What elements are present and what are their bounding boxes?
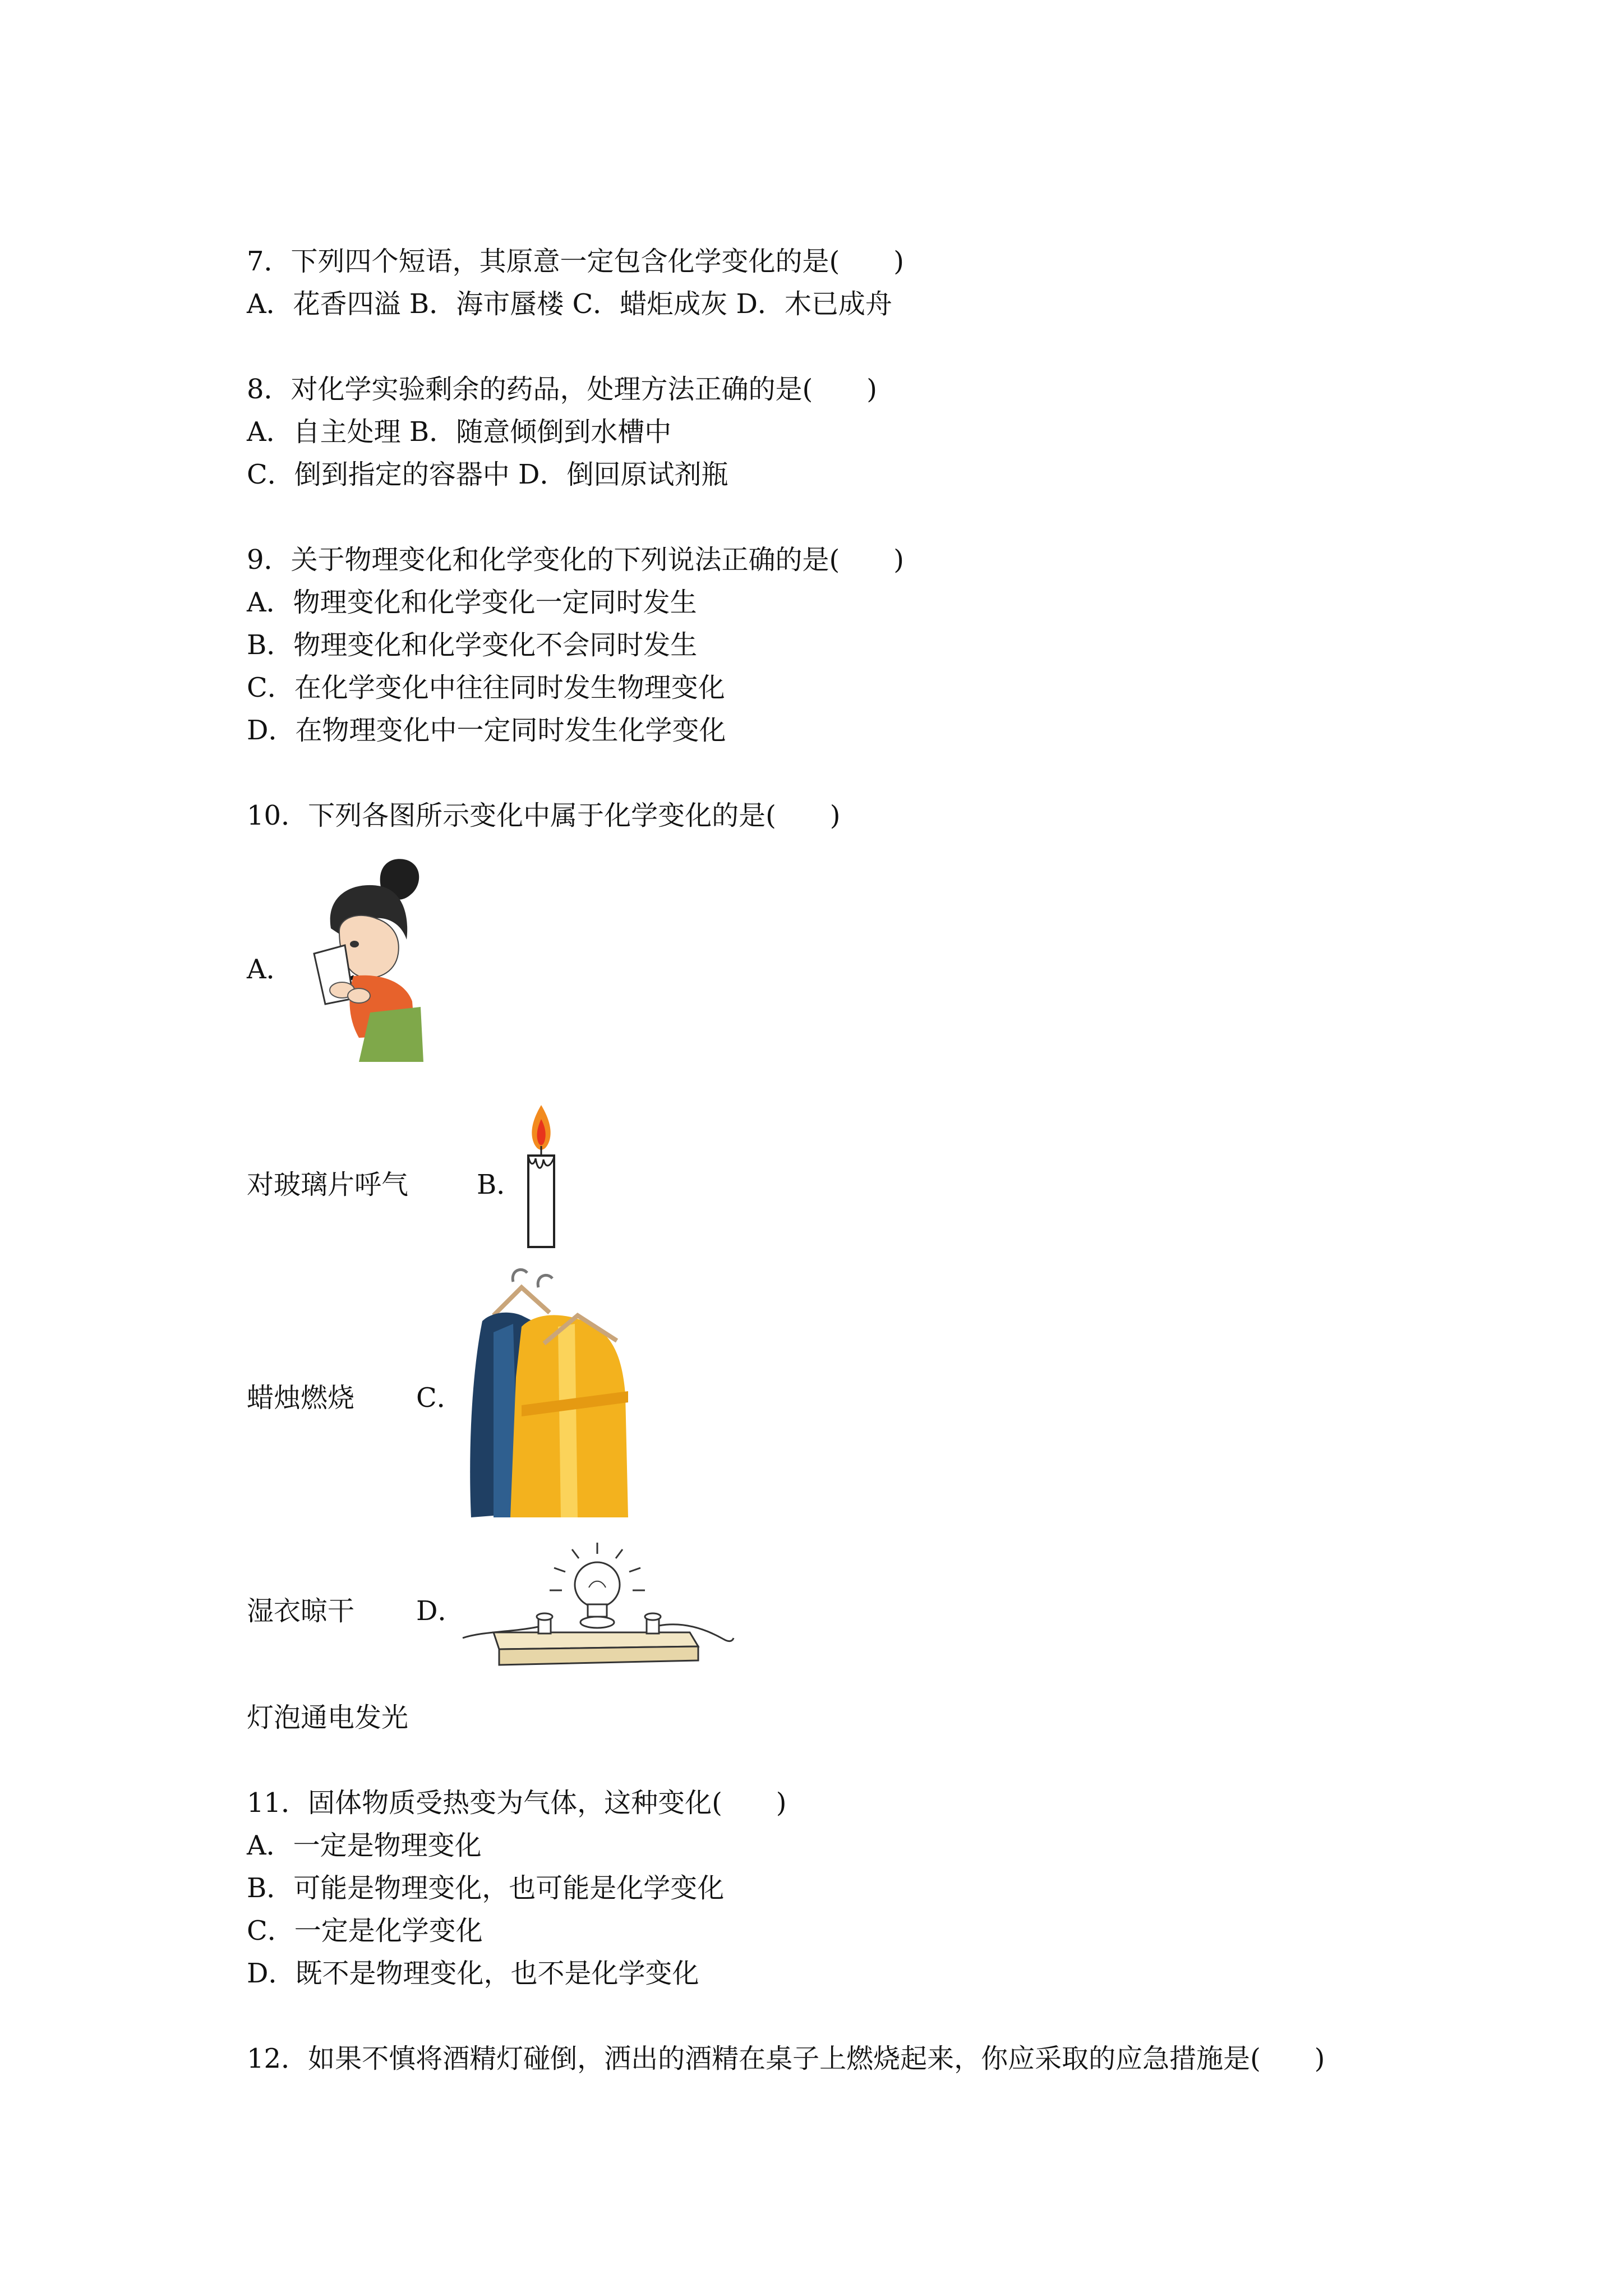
q10-option-c-label: C．	[416, 1382, 464, 1414]
q12-stem: 12．如果不慎将酒精灯碰倒，洒出的酒精在桌子上燃烧起来，你应采取的应急措施是( )	[247, 2043, 1325, 2074]
q9-option-d: D．在物理变化中一定同时发生化学变化	[247, 715, 726, 746]
q11-option-b: B．可能是物理变化，也可能是化学变化	[247, 1872, 725, 1904]
q9-option-b: B．物理变化和化学变化不会同时发生	[247, 629, 698, 661]
q8-options-cd: C．倒到指定的容器中 D．倒回原试剂瓶	[247, 459, 728, 490]
q11-stem: 11．固体物质受热变为气体，这种变化( )	[247, 1787, 787, 1819]
burning-candle-image	[519, 1102, 564, 1251]
q11-option-a: A．一定是物理变化	[247, 1830, 482, 1861]
q9-option-a: A．物理变化和化学变化一定同时发生	[247, 587, 697, 618]
q7-options: A．花香四溢 B．海市蜃楼 C．蜡炬成灰 D．木已成舟	[247, 288, 892, 320]
q8-options-ab: A．自主处理 B．随意倾倒到水槽中	[247, 416, 672, 448]
q9-option-c: C．在化学变化中往往同时发生物理变化	[247, 672, 725, 703]
lit-bulb-circuit-image	[460, 1537, 735, 1672]
q10-option-b-caption: 蜡烛燃烧	[247, 1382, 355, 1414]
q11-option-c: C．一定是化学变化	[247, 1915, 483, 1947]
q10-option-a-caption: 对玻璃片呼气	[247, 1169, 409, 1200]
q10-option-d-caption: 灯泡通电发光	[247, 1702, 409, 1733]
q10-option-b-label: B．	[477, 1169, 524, 1200]
q10-option-d-label: D．	[416, 1595, 465, 1627]
q10-option-a-label: A．	[247, 954, 293, 985]
wet-clothes-image	[460, 1265, 639, 1520]
q10-option-c-caption: 湿衣晾干	[247, 1595, 355, 1627]
q8-stem: 8．对化学实验剩余的药品，处理方法正确的是( )	[247, 374, 877, 405]
q9-stem: 9．关于物理变化和化学变化的下列说法正确的是( )	[247, 544, 904, 576]
q7-stem: 7．下列四个短语，其原意一定包含化学变化的是( )	[247, 246, 904, 277]
q11-option-d: D．既不是物理变化，也不是化学变化	[247, 1958, 699, 1989]
q10-stem: 10．下列各图所示变化中属于化学变化的是( )	[247, 800, 841, 831]
girl-breathing-on-glass-image	[292, 855, 423, 1063]
